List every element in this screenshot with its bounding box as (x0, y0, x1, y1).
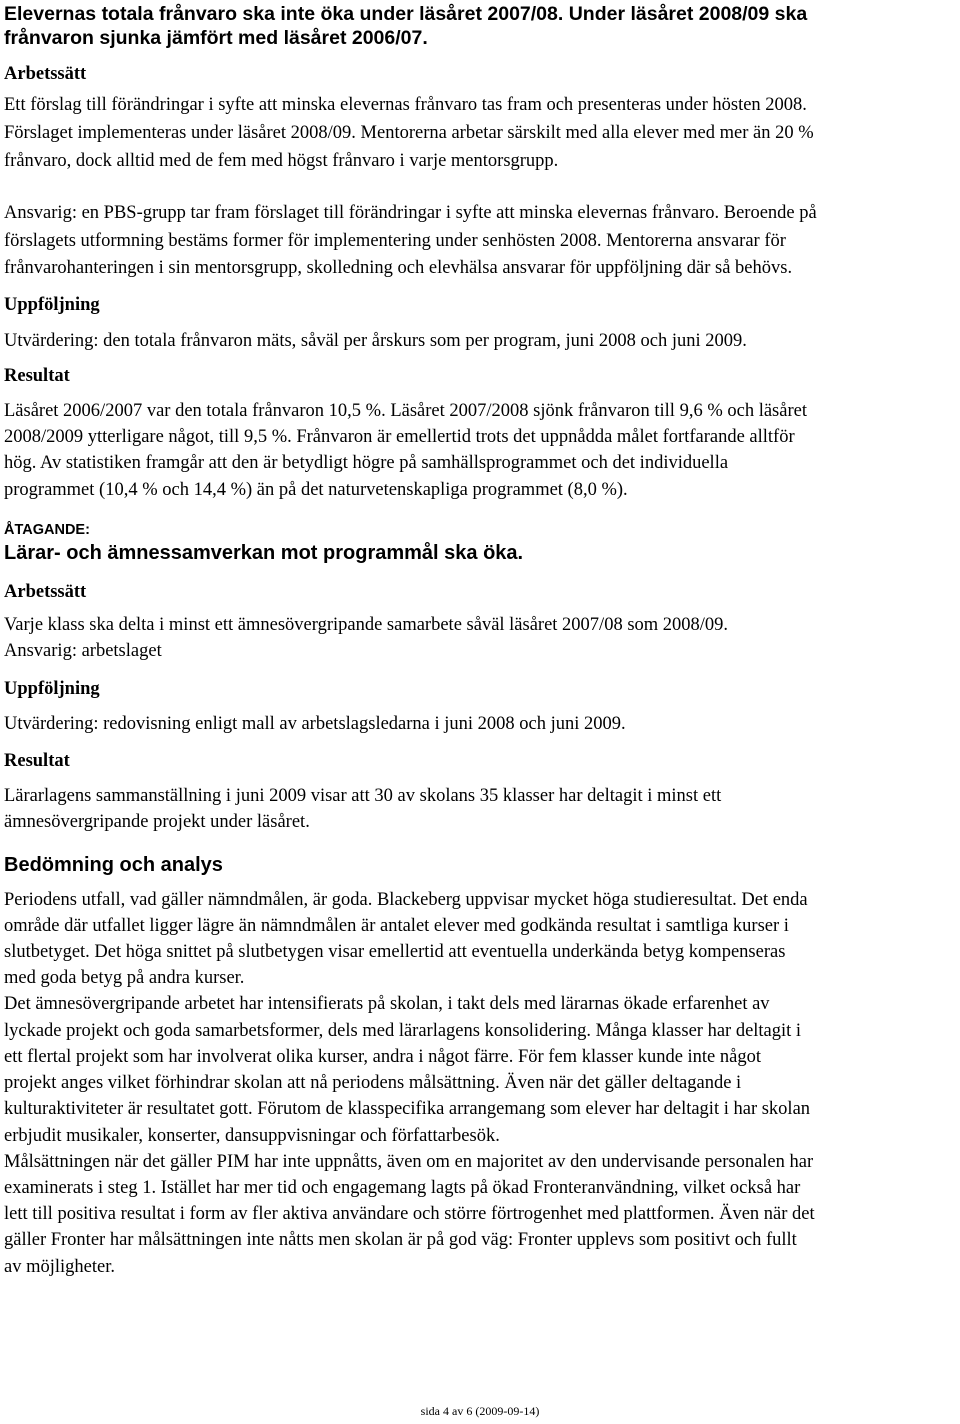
assessment-line-1: Periodens utfall, vad gäller nämndmålen, är goda. Blackeberg uppvisar mycket höga studieresultat. Det enda (4, 890, 808, 910)
assessment-line-8: projekt anges vilket förhindrar skolan att nå periodens målsättning. Även när det gäller deltagande i (4, 1073, 742, 1093)
method-heading: Arbetssätt (4, 64, 87, 84)
result-heading: Resultat (4, 366, 70, 386)
assessment-line-9: kulturaktiviteter är resultatet gott. Förutom de klasspecifika arrangemang som elever har deltagit i har skolan (4, 1099, 811, 1119)
assessment-line-13: lett till positiva resultat i form av fler aktiva användare och större förtrogenhet med plattformen. Även när det (4, 1204, 815, 1224)
method-line-3: frånvaro, dock alltid med de fem med högst frånvaro i varje mentorsgrupp. (4, 151, 559, 171)
assessment-line-11: Målsättningen när det gäller PIM har inte uppnåtts, även om en majoritet av den undervisande personalen har (4, 1152, 814, 1172)
method-line-1: Ett förslag till förändringar i syfte att minska elevernas frånvaro tas fram och presenteras under hösten 2008. (4, 95, 807, 115)
commitment-result-line-2: ämnesövergripande projekt under läsåret. (4, 812, 310, 832)
commitment-followup-heading: Uppföljning (4, 679, 100, 699)
goal-heading-line-1: Elevernas totala frånvaro ska inte öka under läsåret 2007/08. Under läsåret 2008/09 ska (4, 3, 808, 25)
result-line-2: 2008/2009 ytterligare något, till 9,5 %. Frånvaron är emellertid trots det uppnådda målet fortfarande alltför (4, 427, 795, 447)
assessment-line-2: område där utfallet ligger lägre än nämndmålen är antalet elever med godkända resultat i samtliga kurser i (4, 916, 789, 936)
assessment-line-6: lyckade projekt och goda samarbetsformer, dels med lärarlagens konsolidering. Många klasser har deltagit i (4, 1021, 802, 1041)
method-line-2 (4, 121, 814, 145)
page-footer: sida 4 av 6 (2009-09-14) (420, 1404, 540, 1418)
followup-text: Utvärdering: den totala frånvaron mäts, såväl per årskurs som per program, juni 2008 och juni 2009. (4, 331, 747, 351)
method-text-a: Förslaget implementeras under läsåret 2008/09. (4, 123, 356, 143)
commitment-method-text: Varje klass ska delta i minst ett ämnesövergripande samarbete såväl läsåret 2007/08 som 2008/09. (4, 615, 729, 635)
assessment-line-4: med goda betyg på andra kurser. (4, 968, 245, 988)
commitment-followup-text: Utvärdering: redovisning enligt mall av arbetslagsledarna i juni 2008 och juni 2009. (4, 714, 626, 734)
followup-heading: Uppföljning (4, 295, 100, 315)
commitment-responsible: Ansvarig: arbetslaget (4, 641, 162, 661)
commitment-method-heading: Arbetssätt (4, 582, 87, 602)
commitment-label: ÅTAGANDE: (4, 522, 90, 538)
assessment-line-12: examinerats i steg 1. Istället har mer tid och engagemang lagts på ökad Fronteranvändning, vilket också har (4, 1178, 801, 1198)
goal-heading-line-2: frånvaron sjunka jämfört med läsåret 2006/07. (4, 27, 428, 49)
assessment-line-7: ett flertal projekt som har involverat olika kurser, andra i något färre. För fem klasser kunde inte något (4, 1047, 761, 1067)
responsible-line-1: Ansvarig: en PBS-grupp tar fram förslaget till förändringar i syfte att minska elevernas frånvaro. Beroende på (4, 203, 817, 223)
result-line-3: hög. Av statistiken framgår att den är betydligt högre på samhällsprogrammet och det individuella (4, 453, 729, 473)
result-line-1: Läsåret 2006/2007 var den totala frånvaron 10,5 %. Läsåret 2007/2008 sjönk frånvaron till 9,6 % och läsåret (4, 401, 807, 421)
method-text-b: Mentorerna arbetar särskilt med alla elever med mer än 20 % (360, 123, 814, 143)
responsible-line-2: förslagets utformning bestäms former för implementering under senhösten 2008. Mentorerna ansvarar för (4, 231, 786, 251)
assessment-line-3: slutbetyget. Det höga snittet på slutbetygen visar emellertid att eventuella underkända betyg kompenseras (4, 942, 786, 962)
assessment-line-10: erbjudit musikaler, konserter, dansuppvisningar och författarbesök. (4, 1126, 500, 1146)
commitment-result-heading: Resultat (4, 751, 70, 771)
assessment-line-5: Det ämnesövergripande arbetet har intensifierats på skolan, i takt dels med lärarnas ökade erfarenhet av (4, 994, 770, 1014)
responsible-line-3: frånvarohanteringen i sin mentorsgrupp, skolledning och elevhälsa ansvarar för uppföljning där så behövs. (4, 258, 793, 278)
assessment-line-15: av möjligheter. (4, 1257, 115, 1277)
commitment-result-line-1: Lärarlagens sammanställning i juni 2009 visar att 30 av skolans 35 klasser har deltagit i minst ett (4, 786, 722, 806)
assessment-line-14: gäller Fronter har målsättningen inte nåtts men skolan är på god väg: Fronter upplevs som positivt och fullt (4, 1230, 797, 1250)
result-line-4: programmet (10,4 % och 14,4 %) än på det naturvetenskapliga programmet (8,0 %). (4, 480, 628, 500)
commitment-title: Lärar- och ämnessamverkan mot programmål ska öka. (4, 542, 524, 564)
assessment-heading: Bedömning och analys (4, 854, 223, 876)
